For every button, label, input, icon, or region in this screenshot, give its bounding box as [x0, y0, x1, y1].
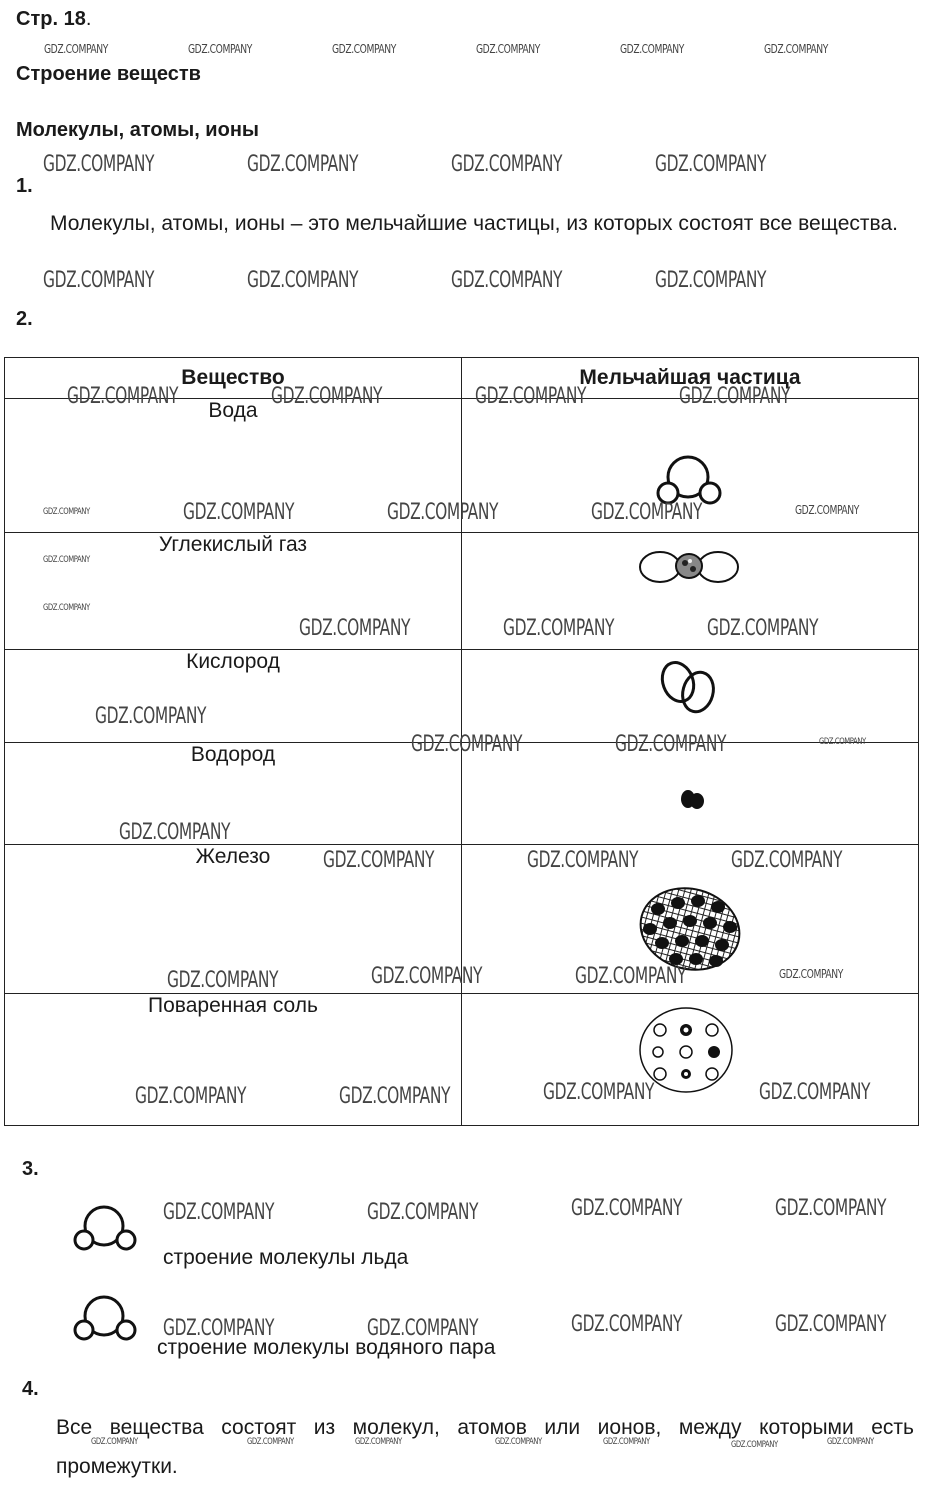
substance-cell: Поваренная соль	[5, 994, 462, 1126]
watermark: GDZ.COMPANY	[339, 1084, 451, 1109]
watermark: GDZ.COMPANY	[827, 1437, 874, 1447]
watermark: GDZ.COMPANY	[247, 268, 359, 293]
page-label	[16, 8, 91, 31]
watermark: GDZ.COMPANY	[707, 616, 819, 641]
substance-cell: Углекислый газ	[5, 533, 462, 650]
watermark: GDZ.COMPANY	[119, 820, 231, 845]
watermark: GDZ.COMPANY	[759, 1080, 871, 1105]
watermark: GDZ.COMPANY	[163, 1316, 275, 1341]
watermark: GDZ.COMPANY	[571, 1312, 683, 1337]
task3-number: 3.	[22, 1158, 39, 1180]
watermark: GDZ.COMPANY	[655, 152, 767, 177]
watermark: GDZ.COMPANY	[332, 42, 396, 56]
watermark: GDZ.COMPANY	[183, 500, 295, 525]
watermark: GDZ.COMPANY	[451, 268, 563, 293]
watermark: GDZ.COMPANY	[95, 704, 207, 729]
watermark: GDZ.COMPANY	[371, 964, 483, 989]
watermark: GDZ.COMPANY	[43, 152, 155, 177]
watermark: GDZ.COMPANY	[731, 848, 843, 873]
particle-cell	[462, 650, 919, 743]
watermark: GDZ.COMPANY	[387, 500, 499, 525]
particle-cell	[462, 743, 919, 845]
watermark: GDZ.COMPANY	[775, 1196, 887, 1221]
table-header-cell: Мельчайшая частица	[462, 358, 919, 399]
ice-molecule-caption: строение молекулы льда	[163, 1246, 409, 1269]
watermark: GDZ.COMPANY	[367, 1200, 479, 1225]
watermark: GDZ.COMPANY	[43, 555, 90, 565]
watermark: GDZ.COMPANY	[323, 848, 435, 873]
watermark: GDZ.COMPANY	[163, 1200, 275, 1225]
watermark: GDZ.COMPANY	[271, 384, 383, 409]
watermark: GDZ.COMPANY	[503, 616, 615, 641]
watermark: GDZ.COMPANY	[167, 968, 279, 993]
watermark: GDZ.COMPANY	[603, 1437, 650, 1447]
carbon-dioxide-molecule-icon	[638, 545, 742, 589]
task1-number: 1.	[16, 175, 33, 197]
page-label-text: Стр. 18	[16, 8, 86, 30]
particle-cell	[462, 994, 919, 1126]
watermark: GDZ.COMPANY	[475, 384, 587, 409]
watermark: GDZ.COMPANY	[591, 500, 703, 525]
watermark: GDZ.COMPANY	[247, 1437, 294, 1447]
substance-cell: Водород	[5, 743, 462, 845]
task2-number: 2.	[16, 308, 33, 330]
table-header-cell: Вещество	[5, 358, 462, 399]
watermark: GDZ.COMPANY	[188, 42, 252, 56]
vapor-molecule-icon	[70, 1292, 142, 1344]
watermark: GDZ.COMPANY	[655, 268, 767, 293]
vapor-molecule-caption: строение молекулы водяного пара	[157, 1336, 496, 1359]
watermark: GDZ.COMPANY	[795, 503, 859, 517]
substance-cell: Вода	[5, 399, 462, 533]
hydrogen-molecule-icon	[678, 787, 708, 811]
watermark: GDZ.COMPANY	[615, 732, 727, 757]
watermark: GDZ.COMPANY	[91, 1437, 138, 1447]
watermark: GDZ.COMPANY	[451, 152, 563, 177]
watermark: GDZ.COMPANY	[43, 268, 155, 293]
substance-cell: Кислород	[5, 650, 462, 743]
ice-molecule-icon	[70, 1202, 142, 1254]
oxygen-molecule-icon	[656, 656, 720, 720]
watermark: GDZ.COMPANY	[679, 384, 791, 409]
iron-lattice-icon	[636, 885, 746, 975]
watermark: GDZ.COMPANY	[527, 848, 639, 873]
watermark: GDZ.COMPANY	[43, 507, 90, 517]
substance-cell: Железо	[5, 845, 462, 994]
watermark: GDZ.COMPANY	[476, 42, 540, 56]
watermark: GDZ.COMPANY	[44, 42, 108, 56]
watermark: GDZ.COMPANY	[43, 603, 90, 613]
watermark: GDZ.COMPANY	[543, 1080, 655, 1105]
watermark: GDZ.COMPANY	[620, 42, 684, 56]
watermark: GDZ.COMPANY	[135, 1084, 247, 1109]
watermark: GDZ.COMPANY	[247, 152, 359, 177]
section-title: Строение веществ	[16, 63, 201, 85]
subsection-title: Молекулы, атомы, ионы	[16, 119, 259, 141]
watermark: GDZ.COMPANY	[819, 737, 866, 747]
watermark: GDZ.COMPANY	[775, 1312, 887, 1337]
watermark: GDZ.COMPANY	[367, 1316, 479, 1341]
watermark: GDZ.COMPANY	[571, 1196, 683, 1221]
watermark: GDZ.COMPANY	[495, 1437, 542, 1447]
watermark: GDZ.COMPANY	[779, 967, 843, 981]
page-label-dot: .	[85, 8, 92, 30]
watermark: GDZ.COMPANY	[67, 384, 179, 409]
watermark: GDZ.COMPANY	[355, 1437, 402, 1447]
watermark: GDZ.COMPANY	[575, 964, 687, 989]
watermark: GDZ.COMPANY	[411, 732, 523, 757]
watermark: GDZ.COMPANY	[764, 42, 828, 56]
task4-text: Все вещества состоят из молекул, атомов или ионов, между которыми есть промежутки.	[56, 1416, 914, 1478]
task4-number: 4.	[22, 1378, 39, 1400]
watermark: GDZ.COMPANY	[299, 616, 411, 641]
watermark: GDZ.COMPANY	[731, 1440, 778, 1450]
task1-text: Молекулы, атомы, ионы – это мельчайшие частицы, из которых состоят все вещества.	[50, 212, 898, 235]
